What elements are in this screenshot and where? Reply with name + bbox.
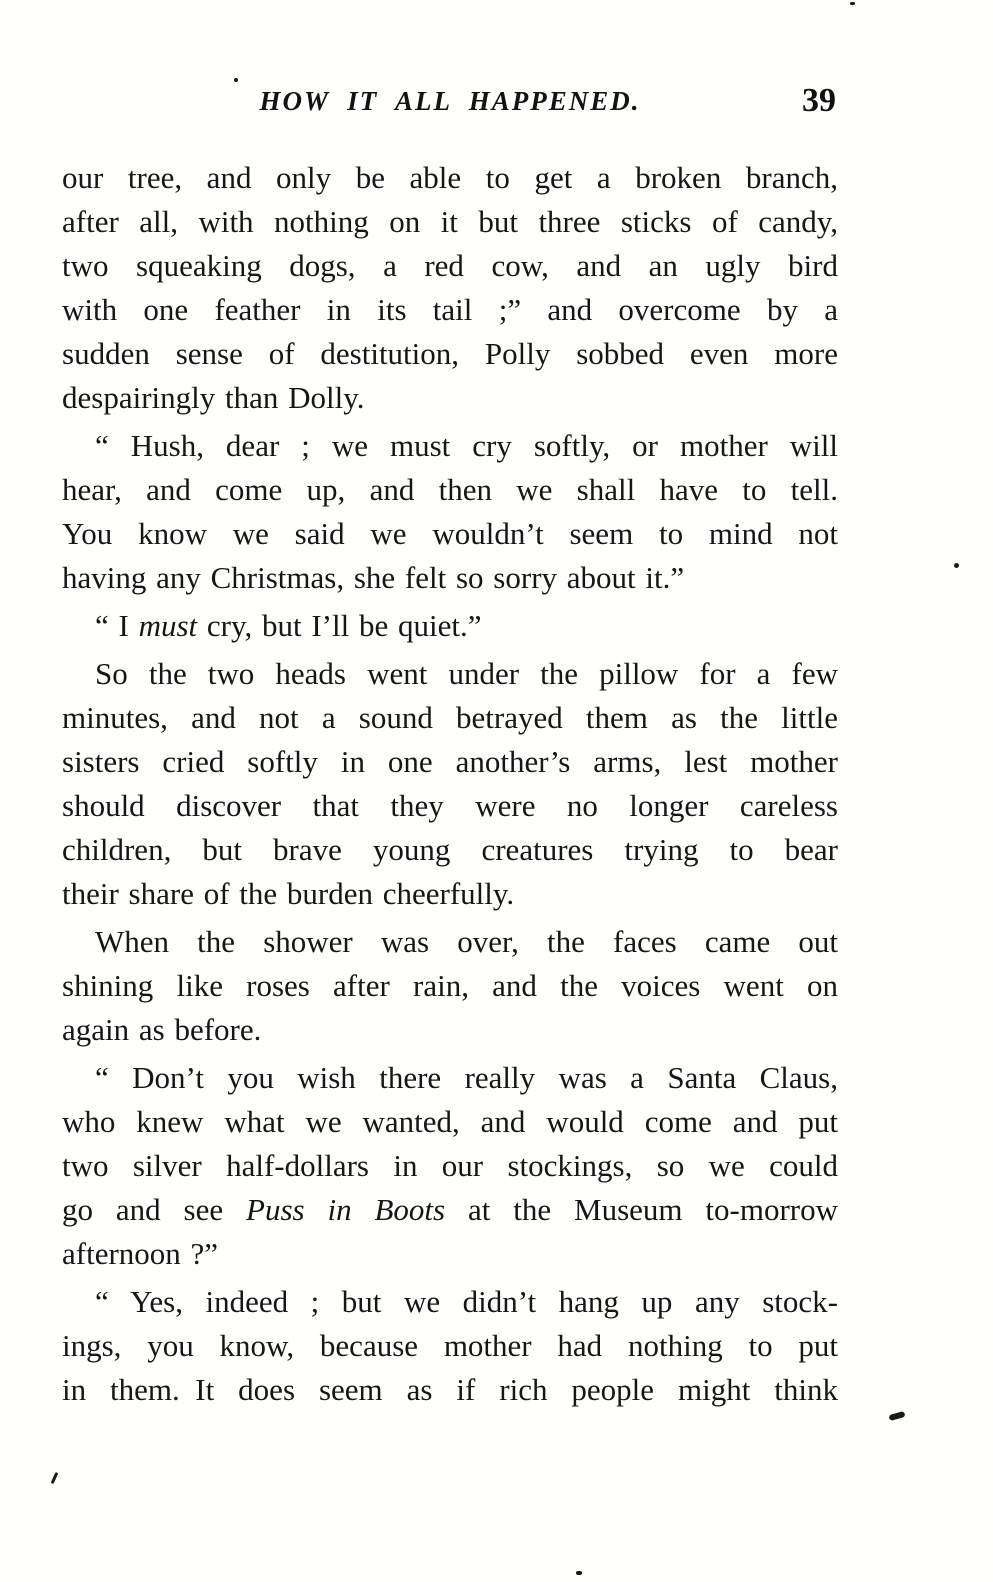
text-line [62, 468, 838, 512]
page-number: 39 [802, 82, 836, 119]
text-line [62, 1100, 838, 1144]
text-line [62, 604, 838, 648]
text-segment: in them. It does seem as if rich people might think [62, 1372, 838, 1407]
text-segment: go and see [62, 1192, 247, 1227]
text-segment: minutes, and not a sound betrayed them as the little [62, 700, 838, 735]
text-line [62, 1056, 838, 1100]
ink-smudge [888, 1411, 905, 1421]
text-line [62, 1188, 838, 1232]
text-segment: having any Christmas, she felt so sorry about it.” [62, 560, 685, 595]
ink-speck [850, 2, 855, 5]
text-segment: “ Don’t you wish there really was a Santa Claus, [95, 1060, 838, 1095]
paragraph [62, 424, 838, 600]
running-header [62, 0, 838, 126]
text-segment: ings, you know, because mother had nothing to put [62, 1328, 838, 1363]
text-line [62, 1280, 838, 1324]
text-line [62, 828, 838, 872]
paragraph [62, 652, 838, 916]
ink-speck [234, 78, 238, 82]
text-line [62, 872, 838, 916]
ink-speck [576, 1571, 582, 1575]
text-line [62, 376, 838, 420]
text-line [62, 288, 838, 332]
text-segment: “ Hush, dear ; we must cry softly, or mother will [95, 428, 838, 463]
text-segment: their share of the burden cheerfully. [62, 876, 515, 911]
text-segment: cry, but I’ll be quiet.” [197, 608, 482, 643]
text-segment: with one feather in its tail ;” and overcome by a [62, 292, 838, 327]
text-segment: after all, with nothing on it but three sticks of candy, [62, 204, 838, 239]
paragraph [62, 604, 838, 648]
text-segment: again as before. [62, 1012, 262, 1047]
text-line [62, 512, 838, 556]
text-segment: When the shower was over, the faces came out [95, 924, 838, 959]
italic-text: Puss in Boots [246, 1192, 446, 1227]
text-line [62, 424, 838, 468]
page-body [62, 156, 838, 1412]
text-line [62, 964, 838, 1008]
text-line [62, 1144, 838, 1188]
text-segment: So the two heads went under the pillow for a few [95, 656, 838, 691]
text-segment: at the Museum to-morrow [445, 1192, 839, 1227]
italic-text: must [138, 608, 198, 643]
text-segment: afternoon ?” [62, 1236, 219, 1271]
text-segment: You know we said we wouldn’t seem to mind not [62, 516, 838, 551]
text-segment: shining like roses after rain, and the voices went on [62, 968, 838, 1003]
text-line [62, 784, 838, 828]
text-segment: two squeaking dogs, a red cow, and an ugly bird [62, 248, 838, 283]
text-segment: children, but brave young creatures trying to bear [62, 832, 838, 867]
page-content [62, 0, 838, 1416]
text-line [62, 332, 838, 376]
text-segment: “ Yes, indeed ; but we didn’t hang up any stock- [95, 1284, 838, 1319]
paragraph [62, 1280, 838, 1412]
text-line [62, 156, 838, 200]
text-line [62, 652, 838, 696]
text-segment: despairingly than Dolly. [62, 380, 365, 415]
text-line [62, 200, 838, 244]
text-line [62, 556, 838, 600]
text-line [62, 920, 838, 964]
paragraph [62, 156, 838, 420]
page-title: HOW IT ALL HAPPENED. [259, 86, 641, 116]
text-segment: sudden sense of destitution, Polly sobbed even more [62, 336, 838, 371]
paragraph [62, 920, 838, 1052]
text-line [62, 1368, 838, 1412]
text-line [62, 1232, 838, 1276]
text-segment: should discover that they were no longer careless [62, 788, 838, 823]
text-segment: our tree, and only be able to get a broken branch, [62, 160, 838, 195]
text-segment: sisters cried softly in one another’s arms, lest mother [62, 744, 838, 779]
text-line [62, 740, 838, 784]
text-segment: two silver half-dollars in our stockings, so we could [62, 1148, 838, 1183]
ink-speck [954, 563, 959, 568]
text-line [62, 696, 838, 740]
text-segment: hear, and come up, and then we shall have to tell. [62, 472, 838, 507]
text-segment: “ I [95, 608, 139, 643]
text-line [62, 1008, 838, 1052]
ink-speck [51, 1472, 59, 1484]
text-line [62, 1324, 838, 1368]
text-segment: who knew what we wanted, and would come and put [62, 1104, 838, 1139]
text-line [62, 244, 838, 288]
paragraph [62, 1056, 838, 1276]
